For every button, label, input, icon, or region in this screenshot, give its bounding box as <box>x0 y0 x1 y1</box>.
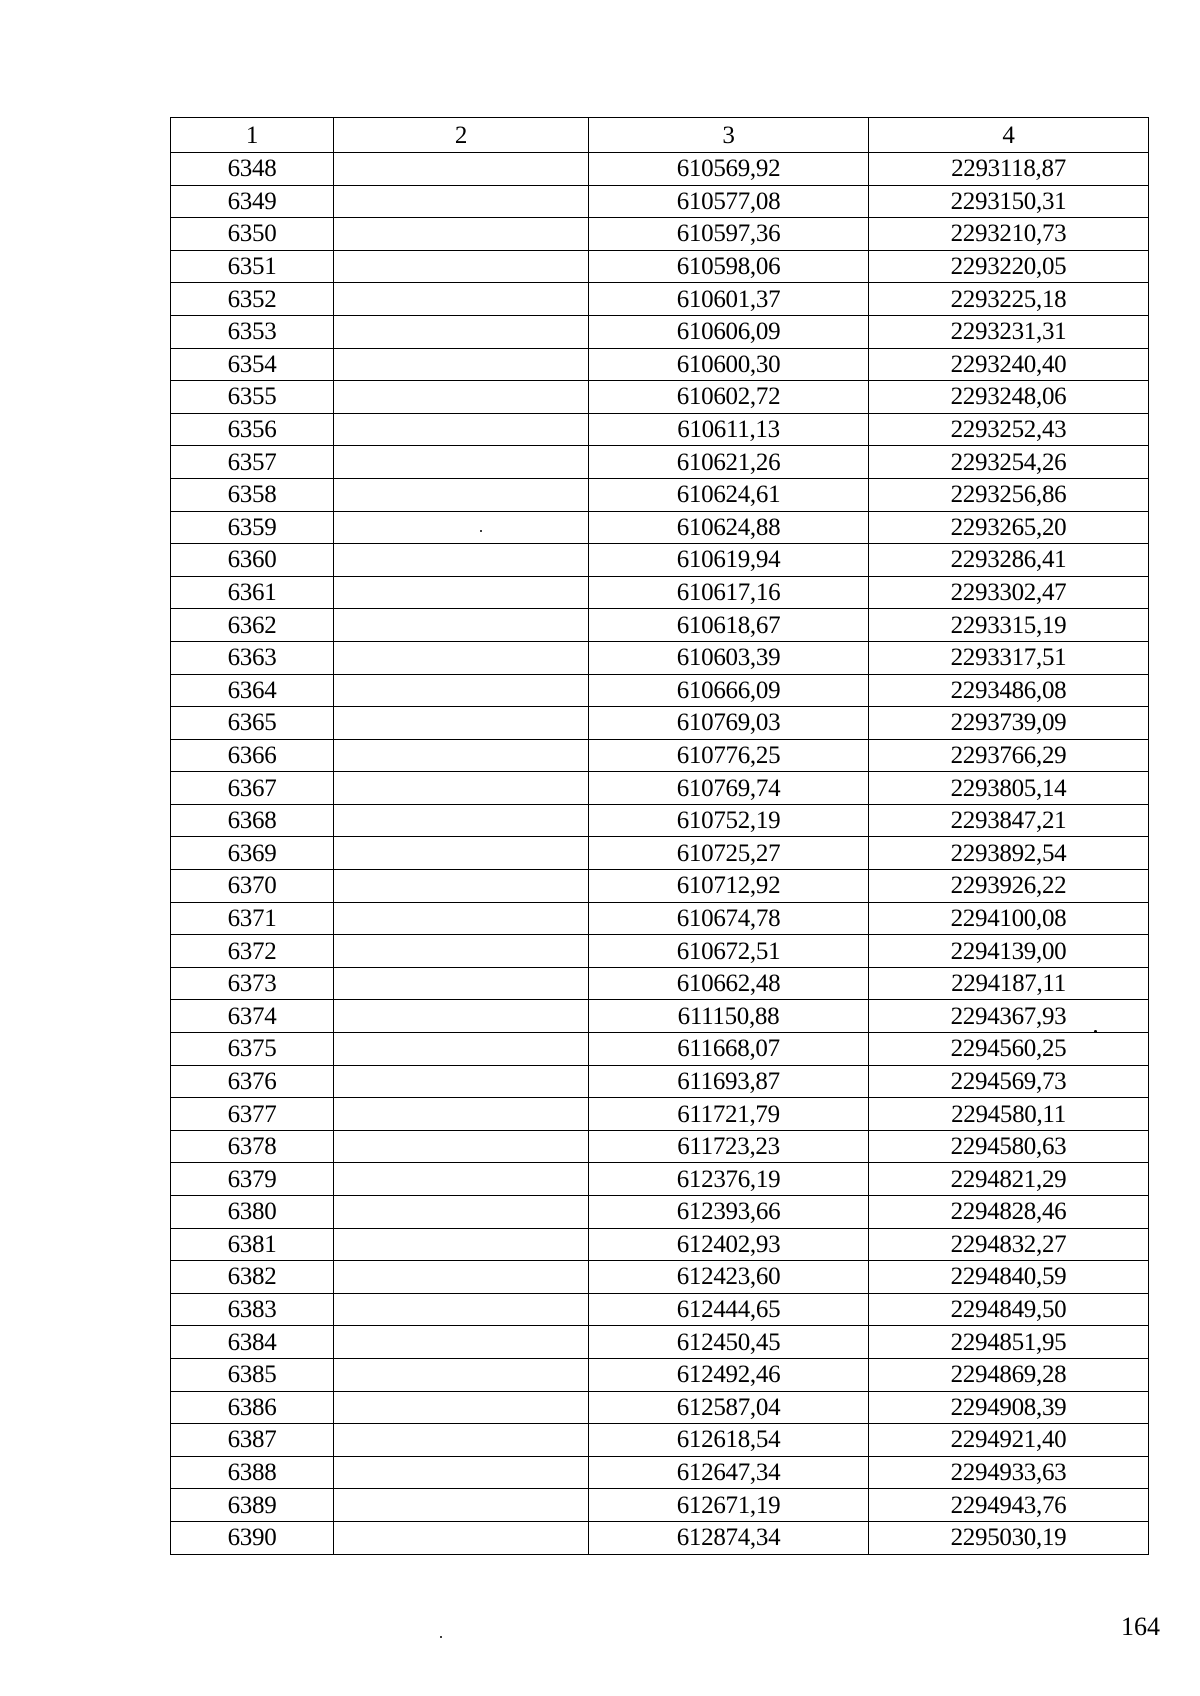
table-row <box>171 446 1149 479</box>
x-coordinate-cell: 610725,27 <box>589 837 869 870</box>
point-number-cell: 6377 <box>171 1098 334 1131</box>
table-row <box>171 1521 1149 1554</box>
table-row <box>171 511 1149 544</box>
y-coordinate-cell: 2293805,14 <box>869 772 1149 805</box>
empty-cell <box>334 1456 589 1489</box>
x-coordinate-cell: 610611,13 <box>589 413 869 446</box>
y-coordinate-cell: 2294187,11 <box>869 967 1149 1000</box>
x-coordinate-cell: 610600,30 <box>589 348 869 381</box>
table-row <box>171 1456 1149 1489</box>
table-row <box>171 707 1149 740</box>
empty-cell <box>334 1098 589 1131</box>
empty-cell <box>334 413 589 446</box>
point-number-cell: 6389 <box>171 1489 334 1522</box>
x-coordinate-cell: 612587,04 <box>589 1391 869 1424</box>
point-number-cell: 6354 <box>171 348 334 381</box>
y-coordinate-cell: 2293248,06 <box>869 381 1149 414</box>
point-number-cell: 6349 <box>171 185 334 218</box>
x-coordinate-cell: 610597,36 <box>589 218 869 251</box>
table-header <box>171 118 1149 153</box>
y-coordinate-cell: 2294921,40 <box>869 1424 1149 1457</box>
x-coordinate-cell: 610603,39 <box>589 641 869 674</box>
x-coordinate-cell: 610752,19 <box>589 804 869 837</box>
y-coordinate-cell: 2293225,18 <box>869 283 1149 316</box>
empty-cell <box>334 153 589 186</box>
table-row <box>171 739 1149 772</box>
y-coordinate-cell: 2293302,47 <box>869 576 1149 609</box>
table-row <box>171 1163 1149 1196</box>
table-row <box>171 870 1149 903</box>
x-coordinate-cell: 612618,54 <box>589 1424 869 1457</box>
empty-cell <box>334 674 589 707</box>
y-coordinate-cell: 2293265,20 <box>869 511 1149 544</box>
y-coordinate-cell: 2293315,19 <box>869 609 1149 642</box>
table-row <box>171 544 1149 577</box>
empty-cell <box>334 1391 589 1424</box>
empty-cell <box>334 185 589 218</box>
y-coordinate-cell: 2293286,41 <box>869 544 1149 577</box>
x-coordinate-cell: 612444,65 <box>589 1293 869 1326</box>
table-row <box>171 185 1149 218</box>
x-coordinate-cell: 610621,26 <box>589 446 869 479</box>
x-coordinate-cell: 611668,07 <box>589 1033 869 1066</box>
y-coordinate-cell: 2293252,43 <box>869 413 1149 446</box>
x-coordinate-cell: 610617,16 <box>589 576 869 609</box>
x-coordinate-cell: 610619,94 <box>589 544 869 577</box>
x-coordinate-cell: 610606,09 <box>589 315 869 348</box>
page-number: 164 <box>1121 1612 1160 1641</box>
x-coordinate-cell: 610769,03 <box>589 707 869 740</box>
y-coordinate-cell: 2294943,76 <box>869 1489 1149 1522</box>
y-coordinate-cell: 2294821,29 <box>869 1163 1149 1196</box>
empty-cell <box>334 772 589 805</box>
empty-cell <box>334 1065 589 1098</box>
empty-cell <box>334 1521 589 1554</box>
table-row <box>171 153 1149 186</box>
empty-cell <box>334 902 589 935</box>
y-coordinate-cell: 2294569,73 <box>869 1065 1149 1098</box>
point-number-cell: 6355 <box>171 381 334 414</box>
header-row <box>171 118 1149 153</box>
y-coordinate-cell: 2294832,27 <box>869 1228 1149 1261</box>
empty-cell <box>334 739 589 772</box>
y-coordinate-cell: 2293231,31 <box>869 315 1149 348</box>
x-coordinate-cell: 612423,60 <box>589 1261 869 1294</box>
table-row <box>171 1000 1149 1033</box>
x-coordinate-cell: 610776,25 <box>589 739 869 772</box>
scan-speck <box>440 1636 442 1638</box>
point-number-cell: 6376 <box>171 1065 334 1098</box>
table-row <box>171 902 1149 935</box>
empty-cell <box>334 1358 589 1391</box>
point-number-cell: 6352 <box>171 283 334 316</box>
table-row <box>171 772 1149 805</box>
empty-cell <box>334 1130 589 1163</box>
scan-speck <box>480 530 482 532</box>
table-row <box>171 1033 1149 1066</box>
y-coordinate-cell: 2294851,95 <box>869 1326 1149 1359</box>
empty-cell <box>334 967 589 1000</box>
table-row <box>171 478 1149 511</box>
x-coordinate-cell: 610769,74 <box>589 772 869 805</box>
table-row <box>171 1065 1149 1098</box>
point-number-cell: 6371 <box>171 902 334 935</box>
point-number-cell: 6366 <box>171 739 334 772</box>
scan-speck <box>1094 1030 1097 1033</box>
empty-cell <box>334 707 589 740</box>
y-coordinate-cell: 2293486,08 <box>869 674 1149 707</box>
x-coordinate-cell: 612393,66 <box>589 1196 869 1229</box>
column-header-4: 4 <box>869 118 1149 153</box>
point-number-cell: 6373 <box>171 967 334 1000</box>
y-coordinate-cell: 2293317,51 <box>869 641 1149 674</box>
point-number-cell: 6368 <box>171 804 334 837</box>
table-row <box>171 641 1149 674</box>
table-row <box>171 1196 1149 1229</box>
point-number-cell: 6363 <box>171 641 334 674</box>
empty-cell <box>334 218 589 251</box>
table-row <box>171 1391 1149 1424</box>
table-row <box>171 218 1149 251</box>
empty-cell <box>334 1196 589 1229</box>
point-number-cell: 6360 <box>171 544 334 577</box>
point-number-cell: 6384 <box>171 1326 334 1359</box>
empty-cell <box>334 511 589 544</box>
table-row <box>171 1293 1149 1326</box>
empty-cell <box>334 804 589 837</box>
y-coordinate-cell: 2294840,59 <box>869 1261 1149 1294</box>
empty-cell <box>334 348 589 381</box>
column-header-3: 3 <box>589 118 869 153</box>
empty-cell <box>334 837 589 870</box>
empty-cell <box>334 870 589 903</box>
point-number-cell: 6361 <box>171 576 334 609</box>
x-coordinate-cell: 611721,79 <box>589 1098 869 1131</box>
table-row <box>171 381 1149 414</box>
point-number-cell: 6348 <box>171 153 334 186</box>
table-row <box>171 576 1149 609</box>
table-row <box>171 1358 1149 1391</box>
empty-cell <box>334 283 589 316</box>
point-number-cell: 6372 <box>171 935 334 968</box>
point-number-cell: 6356 <box>171 413 334 446</box>
point-number-cell: 6382 <box>171 1261 334 1294</box>
x-coordinate-cell: 610674,78 <box>589 902 869 935</box>
table-row <box>171 1326 1149 1359</box>
x-coordinate-cell: 612671,19 <box>589 1489 869 1522</box>
point-number-cell: 6388 <box>171 1456 334 1489</box>
point-number-cell: 6375 <box>171 1033 334 1066</box>
x-coordinate-cell: 610672,51 <box>589 935 869 968</box>
point-number-cell: 6381 <box>171 1228 334 1261</box>
empty-cell <box>334 576 589 609</box>
table-row <box>171 283 1149 316</box>
empty-cell <box>334 641 589 674</box>
empty-cell <box>334 1033 589 1066</box>
empty-cell <box>334 1163 589 1196</box>
point-number-cell: 6390 <box>171 1521 334 1554</box>
x-coordinate-cell: 610598,06 <box>589 250 869 283</box>
point-number-cell: 6379 <box>171 1163 334 1196</box>
y-coordinate-cell: 2294560,25 <box>869 1033 1149 1066</box>
point-number-cell: 6380 <box>171 1196 334 1229</box>
y-coordinate-cell: 2294849,50 <box>869 1293 1149 1326</box>
column-header-1: 1 <box>171 118 334 153</box>
y-coordinate-cell: 2294367,93 <box>869 1000 1149 1033</box>
y-coordinate-cell: 2294139,00 <box>869 935 1149 968</box>
empty-cell <box>334 1261 589 1294</box>
point-number-cell: 6383 <box>171 1293 334 1326</box>
x-coordinate-cell: 611693,87 <box>589 1065 869 1098</box>
empty-cell <box>334 1326 589 1359</box>
table-row <box>171 413 1149 446</box>
x-coordinate-cell: 610666,09 <box>589 674 869 707</box>
y-coordinate-cell: 2293210,73 <box>869 218 1149 251</box>
table-row <box>171 609 1149 642</box>
y-coordinate-cell: 2294580,11 <box>869 1098 1149 1131</box>
point-number-cell: 6385 <box>171 1358 334 1391</box>
empty-cell <box>334 1424 589 1457</box>
table-row <box>171 1261 1149 1294</box>
empty-cell <box>334 1293 589 1326</box>
y-coordinate-cell: 2294869,28 <box>869 1358 1149 1391</box>
point-number-cell: 6358 <box>171 478 334 511</box>
y-coordinate-cell: 2294580,63 <box>869 1130 1149 1163</box>
empty-cell <box>334 381 589 414</box>
x-coordinate-cell: 612376,19 <box>589 1163 869 1196</box>
column-header-2: 2 <box>334 118 589 153</box>
table-row <box>171 250 1149 283</box>
x-coordinate-cell: 610618,67 <box>589 609 869 642</box>
x-coordinate-cell: 610624,88 <box>589 511 869 544</box>
table-row <box>171 967 1149 1000</box>
point-number-cell: 6364 <box>171 674 334 707</box>
y-coordinate-cell: 2293256,86 <box>869 478 1149 511</box>
table-row <box>171 1098 1149 1131</box>
point-number-cell: 6378 <box>171 1130 334 1163</box>
x-coordinate-cell: 610662,48 <box>589 967 869 1000</box>
x-coordinate-cell: 610712,92 <box>589 870 869 903</box>
point-number-cell: 6353 <box>171 315 334 348</box>
point-number-cell: 6369 <box>171 837 334 870</box>
y-coordinate-cell: 2293766,29 <box>869 739 1149 772</box>
point-number-cell: 6350 <box>171 218 334 251</box>
table-body <box>171 153 1149 1555</box>
y-coordinate-cell: 2293254,26 <box>869 446 1149 479</box>
table-row <box>171 1228 1149 1261</box>
y-coordinate-cell: 2294933,63 <box>869 1456 1149 1489</box>
table-row <box>171 348 1149 381</box>
table-row <box>171 1130 1149 1163</box>
point-number-cell: 6367 <box>171 772 334 805</box>
x-coordinate-cell: 610624,61 <box>589 478 869 511</box>
table-row <box>171 674 1149 707</box>
coordinates-table <box>170 117 1149 1555</box>
point-number-cell: 6370 <box>171 870 334 903</box>
y-coordinate-cell: 2293240,40 <box>869 348 1149 381</box>
empty-cell <box>334 250 589 283</box>
table-row <box>171 935 1149 968</box>
y-coordinate-cell: 2293220,05 <box>869 250 1149 283</box>
point-number-cell: 6365 <box>171 707 334 740</box>
x-coordinate-cell: 612647,34 <box>589 1456 869 1489</box>
empty-cell <box>334 1000 589 1033</box>
table-row <box>171 1489 1149 1522</box>
x-coordinate-cell: 612492,46 <box>589 1358 869 1391</box>
table-row <box>171 315 1149 348</box>
y-coordinate-cell: 2293150,31 <box>869 185 1149 218</box>
empty-cell <box>334 315 589 348</box>
x-coordinate-cell: 611150,88 <box>589 1000 869 1033</box>
y-coordinate-cell: 2294100,08 <box>869 902 1149 935</box>
x-coordinate-cell: 612450,45 <box>589 1326 869 1359</box>
point-number-cell: 6374 <box>171 1000 334 1033</box>
x-coordinate-cell: 610577,08 <box>589 185 869 218</box>
y-coordinate-cell: 2295030,19 <box>869 1521 1149 1554</box>
x-coordinate-cell: 612874,34 <box>589 1521 869 1554</box>
x-coordinate-cell: 611723,23 <box>589 1130 869 1163</box>
x-coordinate-cell: 612402,93 <box>589 1228 869 1261</box>
point-number-cell: 6359 <box>171 511 334 544</box>
x-coordinate-cell: 610569,92 <box>589 153 869 186</box>
y-coordinate-cell: 2293926,22 <box>869 870 1149 903</box>
point-number-cell: 6387 <box>171 1424 334 1457</box>
y-coordinate-cell: 2294828,46 <box>869 1196 1149 1229</box>
y-coordinate-cell: 2293847,21 <box>869 804 1149 837</box>
table-row <box>171 804 1149 837</box>
y-coordinate-cell: 2293739,09 <box>869 707 1149 740</box>
empty-cell <box>334 446 589 479</box>
table-row <box>171 837 1149 870</box>
empty-cell <box>334 935 589 968</box>
point-number-cell: 6362 <box>171 609 334 642</box>
y-coordinate-cell: 2293118,87 <box>869 153 1149 186</box>
x-coordinate-cell: 610602,72 <box>589 381 869 414</box>
x-coordinate-cell: 610601,37 <box>589 283 869 316</box>
empty-cell <box>334 1489 589 1522</box>
empty-cell <box>334 609 589 642</box>
y-coordinate-cell: 2293892,54 <box>869 837 1149 870</box>
point-number-cell: 6357 <box>171 446 334 479</box>
point-number-cell: 6386 <box>171 1391 334 1424</box>
empty-cell <box>334 544 589 577</box>
point-number-cell: 6351 <box>171 250 334 283</box>
table-row <box>171 1424 1149 1457</box>
empty-cell <box>334 1228 589 1261</box>
empty-cell <box>334 478 589 511</box>
y-coordinate-cell: 2294908,39 <box>869 1391 1149 1424</box>
